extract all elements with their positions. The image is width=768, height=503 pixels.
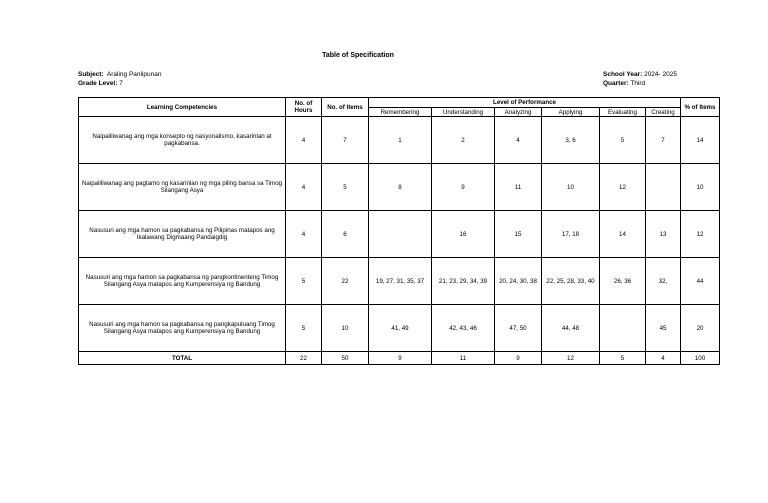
total-remembering: 9 xyxy=(369,352,432,365)
header-row-1 xyxy=(79,98,720,108)
total-understanding: 11 xyxy=(432,352,495,365)
quarter-line xyxy=(603,79,677,88)
header-hours: No. of Hours xyxy=(286,98,322,117)
items-cell: 5 xyxy=(322,164,369,211)
remembering-cell xyxy=(369,211,432,258)
analyzing-cell: 47, 50 xyxy=(495,305,542,352)
quarter-value: Third xyxy=(630,80,646,87)
percent-cell: 20 xyxy=(681,305,720,352)
header-percent: % of Items xyxy=(681,98,720,117)
table-row xyxy=(79,305,720,352)
creating-cell: 7 xyxy=(646,117,681,164)
header-creating: Creating xyxy=(646,108,681,117)
competency-cell: Nasusuri ang mga hamon sa pagkabansa ng pangkontinenteng Timog Silangang Asya matapos ang Kumperensiya ng Bandung xyxy=(79,258,286,305)
table-row xyxy=(79,117,720,164)
evaluating-cell xyxy=(600,305,646,352)
applying-cell: 17, 18 xyxy=(542,211,600,258)
quarter-label: Quarter: xyxy=(603,80,629,87)
items-cell: 6 xyxy=(322,211,369,258)
hours-cell: 4 xyxy=(286,117,322,164)
percent-cell: 10 xyxy=(681,164,720,211)
remembering-cell: 1 xyxy=(369,117,432,164)
header-items: No. of Items xyxy=(322,98,369,117)
total-evaluating: 5 xyxy=(600,352,646,365)
remembering-cell: 8 xyxy=(369,164,432,211)
header-remembering: Remembering xyxy=(369,108,432,117)
evaluating-cell: 14 xyxy=(600,211,646,258)
creating-cell: 13 xyxy=(646,211,681,258)
total-hours: 22 xyxy=(286,352,322,365)
school-year-value: 2024- 2025 xyxy=(644,71,677,78)
understanding-cell: 21, 23, 29, 34, 39 xyxy=(432,258,495,305)
grade-line xyxy=(78,79,162,88)
total-items: 50 xyxy=(322,352,369,365)
applying-cell: 22, 25, 28, 33, 40 xyxy=(542,258,600,305)
percent-cell: 14 xyxy=(681,117,720,164)
items-cell: 22 xyxy=(322,258,369,305)
understanding-cell: 9 xyxy=(432,164,495,211)
subject-value: Araling Panlipunan xyxy=(106,71,162,78)
analyzing-cell: 20, 24, 30, 38 xyxy=(495,258,542,305)
remembering-cell: 19, 27, 31, 35, 37 xyxy=(369,258,432,305)
header-applying: Applying xyxy=(542,108,600,117)
meta-left xyxy=(78,70,162,88)
creating-cell: 32, xyxy=(646,258,681,305)
creating-cell xyxy=(646,164,681,211)
evaluating-cell: 5 xyxy=(600,117,646,164)
understanding-cell: 2 xyxy=(432,117,495,164)
percent-cell: 12 xyxy=(681,211,720,258)
specification-table xyxy=(78,97,720,365)
total-label: TOTAL xyxy=(79,352,286,365)
grade-value: 7 xyxy=(119,80,123,87)
total-row xyxy=(79,352,720,365)
hours-cell: 5 xyxy=(286,305,322,352)
school-year-line xyxy=(603,70,677,79)
creating-cell: 45 xyxy=(646,305,681,352)
total-applying: 12 xyxy=(542,352,600,365)
understanding-cell: 16 xyxy=(432,211,495,258)
total-creating: 4 xyxy=(646,352,681,365)
header-competencies: Learning Competencies xyxy=(79,98,286,117)
hours-cell: 4 xyxy=(286,211,322,258)
table-row xyxy=(79,258,720,305)
understanding-cell: 42, 43, 46 xyxy=(432,305,495,352)
evaluating-cell: 12 xyxy=(600,164,646,211)
applying-cell: 10 xyxy=(542,164,600,211)
total-analyzing: 9 xyxy=(495,352,542,365)
analyzing-cell: 11 xyxy=(495,164,542,211)
remembering-cell: 41, 49 xyxy=(369,305,432,352)
header-understanding: Understanding xyxy=(432,108,495,117)
competency-cell: Naipaliliwanag ang mga konsepto ng nasyonalismo, kasarinlan at pagkabansa. xyxy=(79,117,286,164)
header-analyzing: Analyzing xyxy=(495,108,542,117)
hours-cell: 5 xyxy=(286,258,322,305)
competency-cell: Nasusuri ang mga hamon sa pagkabansa ng Pilipinas matapos ang Ikalawang Digmaang Pandaigdig xyxy=(79,211,286,258)
meta-right xyxy=(603,70,677,88)
hours-cell: 4 xyxy=(286,164,322,211)
school-year-label: School Year: xyxy=(603,71,643,78)
header-evaluating: Evaluating xyxy=(600,108,646,117)
document-title: Table of Specification xyxy=(322,52,394,59)
percent-cell: 44 xyxy=(681,258,720,305)
evaluating-cell: 26, 36 xyxy=(600,258,646,305)
header-level-of-performance: Level of Performance xyxy=(369,98,681,108)
competency-cell: Naipaliliwanag ang pagtamo ng kasarinlan ng mga piling bansa sa Timog Silangang Asya xyxy=(79,164,286,211)
table-row xyxy=(79,211,720,258)
competency-cell: Nasusuri ang mga hamon sa pagkabansa ng pangkapuluang Timog Silangang Asya matapos ang Kumperensiya ng Bandung xyxy=(79,305,286,352)
applying-cell: 44, 48 xyxy=(542,305,600,352)
subject-line xyxy=(78,70,162,79)
total-percent: 100 xyxy=(681,352,720,365)
items-cell: 10 xyxy=(322,305,369,352)
analyzing-cell: 15 xyxy=(495,211,542,258)
analyzing-cell: 4 xyxy=(495,117,542,164)
subject-label: Subject: xyxy=(78,71,104,78)
table-row xyxy=(79,164,720,211)
items-cell: 7 xyxy=(322,117,369,164)
applying-cell: 3, 6 xyxy=(542,117,600,164)
grade-label: Grade Level: xyxy=(78,80,118,87)
